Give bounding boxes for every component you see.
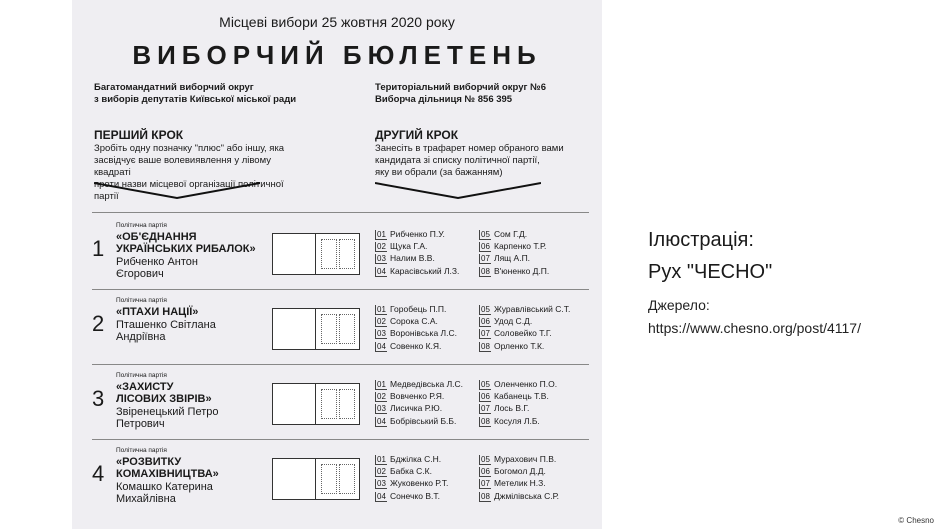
- party-leader: Рибченко Антон Єгорович: [116, 256, 198, 280]
- digit-stencil[interactable]: [321, 239, 337, 269]
- candidate-item: 05 Сом Г.Д.: [479, 228, 549, 240]
- candidate-item: 08 В'юненко Д.П.: [479, 265, 549, 277]
- candidate-list-right: [479, 228, 549, 277]
- digit-stencil[interactable]: [339, 464, 355, 494]
- candidate-item: 01 Рибченко П.У.: [375, 228, 459, 240]
- digit-stencil[interactable]: [321, 314, 337, 344]
- step2-text: Занесіть в трафарет номер обраного вами кандидата зі списку політичної партії, яку ви обрали (за бажанням): [375, 143, 564, 178]
- vote-box[interactable]: [272, 233, 360, 275]
- party-label: Політична партія: [116, 297, 167, 304]
- copyright-notice: © Chesno: [898, 516, 934, 525]
- candidate-list-left: [375, 453, 448, 502]
- separator: [92, 212, 589, 213]
- candidate-item: 07 Лящ А.П.: [479, 252, 549, 264]
- candidate-item: 01 Медведівська Л.С.: [375, 378, 463, 390]
- election-date: Місцеві вибори 25 жовтня 2020 року: [219, 14, 455, 30]
- candidate-item: 06 Богомол Д.Д.: [479, 465, 559, 477]
- party-number: 3: [92, 386, 105, 411]
- party-label: Політична партія: [116, 372, 167, 379]
- party-leader: Звіренецький Петро Петрович: [116, 406, 219, 430]
- candidate-item: 06 Удод С.Д.: [479, 315, 570, 327]
- party-number: 2: [92, 311, 105, 336]
- source-link[interactable]: https://www.chesno.org/post/4117/: [648, 320, 861, 336]
- candidate-item: 07 Лось В.Г.: [479, 402, 557, 414]
- candidate-item: 04 Карасівський Л.З.: [375, 265, 459, 277]
- party-name: «РОЗВИТКУ КОМАХІВНИЦТВА»: [116, 456, 219, 480]
- vote-box[interactable]: [272, 383, 360, 425]
- digit-stencil[interactable]: [339, 239, 355, 269]
- digit-stencil[interactable]: [321, 389, 337, 419]
- step2-title: ДРУГИЙ КРОК: [375, 128, 459, 142]
- candidate-item: 04 Бобрівський Б.Б.: [375, 415, 463, 427]
- party-row-1: [72, 222, 602, 296]
- candidate-item: 02 Сорока С.А.: [375, 315, 457, 327]
- candidate-item: 03 Воронівська Л.С.: [375, 327, 457, 339]
- candidate-item: 05 Оленченко П.О.: [479, 378, 557, 390]
- step1-chevron: [94, 180, 260, 202]
- party-row-4: [72, 447, 602, 521]
- party-row-3: [72, 372, 602, 446]
- candidate-item: 08 Орленко Т.К.: [479, 340, 570, 352]
- ballot-image: [72, 0, 602, 529]
- candidate-list-left: [375, 228, 459, 277]
- ballot-title: ВИБОРЧИЙ БЮЛЕТЕНЬ: [132, 40, 542, 70]
- candidate-list-right: [479, 453, 559, 502]
- party-leader: Пташенко Світлана Андріївна: [116, 319, 216, 343]
- candidate-list-right: [479, 378, 557, 427]
- digit-stencil[interactable]: [321, 464, 337, 494]
- candidate-item: 08 Джмілівська С.Р.: [479, 490, 559, 502]
- candidate-item: 01 Горобець П.П.: [375, 303, 457, 315]
- candidate-item: 06 Карпенко Т.Р.: [479, 240, 549, 252]
- district-info-right: Територіальний виборчий округ №6 Виборча дільниця № 856 395: [375, 82, 546, 105]
- candidate-item: 02 Вовченко Р.Я.: [375, 390, 463, 402]
- vote-box[interactable]: [272, 308, 360, 350]
- candidate-item: 04 Совенко К.Я.: [375, 340, 457, 352]
- district-info-left: Багатомандатний виборчий округ з виборів депутатів Київської міської ради: [94, 82, 297, 105]
- candidate-item: 04 Сонечко В.Т.: [375, 490, 448, 502]
- candidate-item: 07 Метелик Н.З.: [479, 477, 559, 489]
- candidate-item: 02 Щука Г.А.: [375, 240, 459, 252]
- party-label: Політична партія: [116, 222, 167, 229]
- step1-title: ПЕРШИЙ КРОК: [94, 128, 184, 142]
- candidate-item: 03 Жуковенко Р.Т.: [375, 477, 448, 489]
- party-name: «ПТАХИ НАЦІЇ»: [116, 306, 199, 318]
- party-row-2: [72, 297, 602, 371]
- source-caption: Джерело: https://www.chesno.org/post/4117/: [648, 294, 861, 340]
- party-leader: Комашко Катерина Михайлівна: [116, 481, 213, 505]
- vote-box[interactable]: [272, 458, 360, 500]
- candidate-list-right: [479, 303, 570, 352]
- candidate-item: 05 Мурахович П.В.: [479, 453, 559, 465]
- party-number: 1: [92, 236, 105, 261]
- party-number: 4: [92, 461, 105, 486]
- candidate-item: 03 Лисичка Р.Ю.: [375, 402, 463, 414]
- candidate-item: 01 Бджілка С.Н.: [375, 453, 448, 465]
- candidate-item: 02 Бабка С.К.: [375, 465, 448, 477]
- candidate-item: 08 Косуля Л.Б.: [479, 415, 557, 427]
- illustration-caption: Ілюстрація: Рух "ЧЕСНО": [648, 229, 773, 283]
- step1-text: Зробіть одну позначку "плюс" або іншу, яка засвідчує ваше волевиявлення у лівому квадраті проти назви місцевої організації політичної партії: [94, 143, 285, 202]
- step2-chevron: [375, 180, 541, 202]
- party-label: Політична партія: [116, 447, 167, 454]
- candidate-item: 05 Журавлівський С.Т.: [479, 303, 570, 315]
- party-name: «ЗАХИСТУ ЛІСОВИХ ЗВІРІВ»: [116, 381, 212, 405]
- digit-stencil[interactable]: [339, 389, 355, 419]
- party-name: «ОБ'ЄДНАННЯ УКРАЇНСЬКИХ РИБАЛОК»: [116, 231, 256, 255]
- candidate-item: 07 Соловейко Т.Г.: [479, 327, 570, 339]
- digit-stencil[interactable]: [339, 314, 355, 344]
- candidate-list-left: [375, 378, 463, 427]
- candidate-item: 03 Налим В.В.: [375, 252, 459, 264]
- candidate-item: 06 Кабанець Т.В.: [479, 390, 557, 402]
- candidate-list-left: [375, 303, 457, 352]
